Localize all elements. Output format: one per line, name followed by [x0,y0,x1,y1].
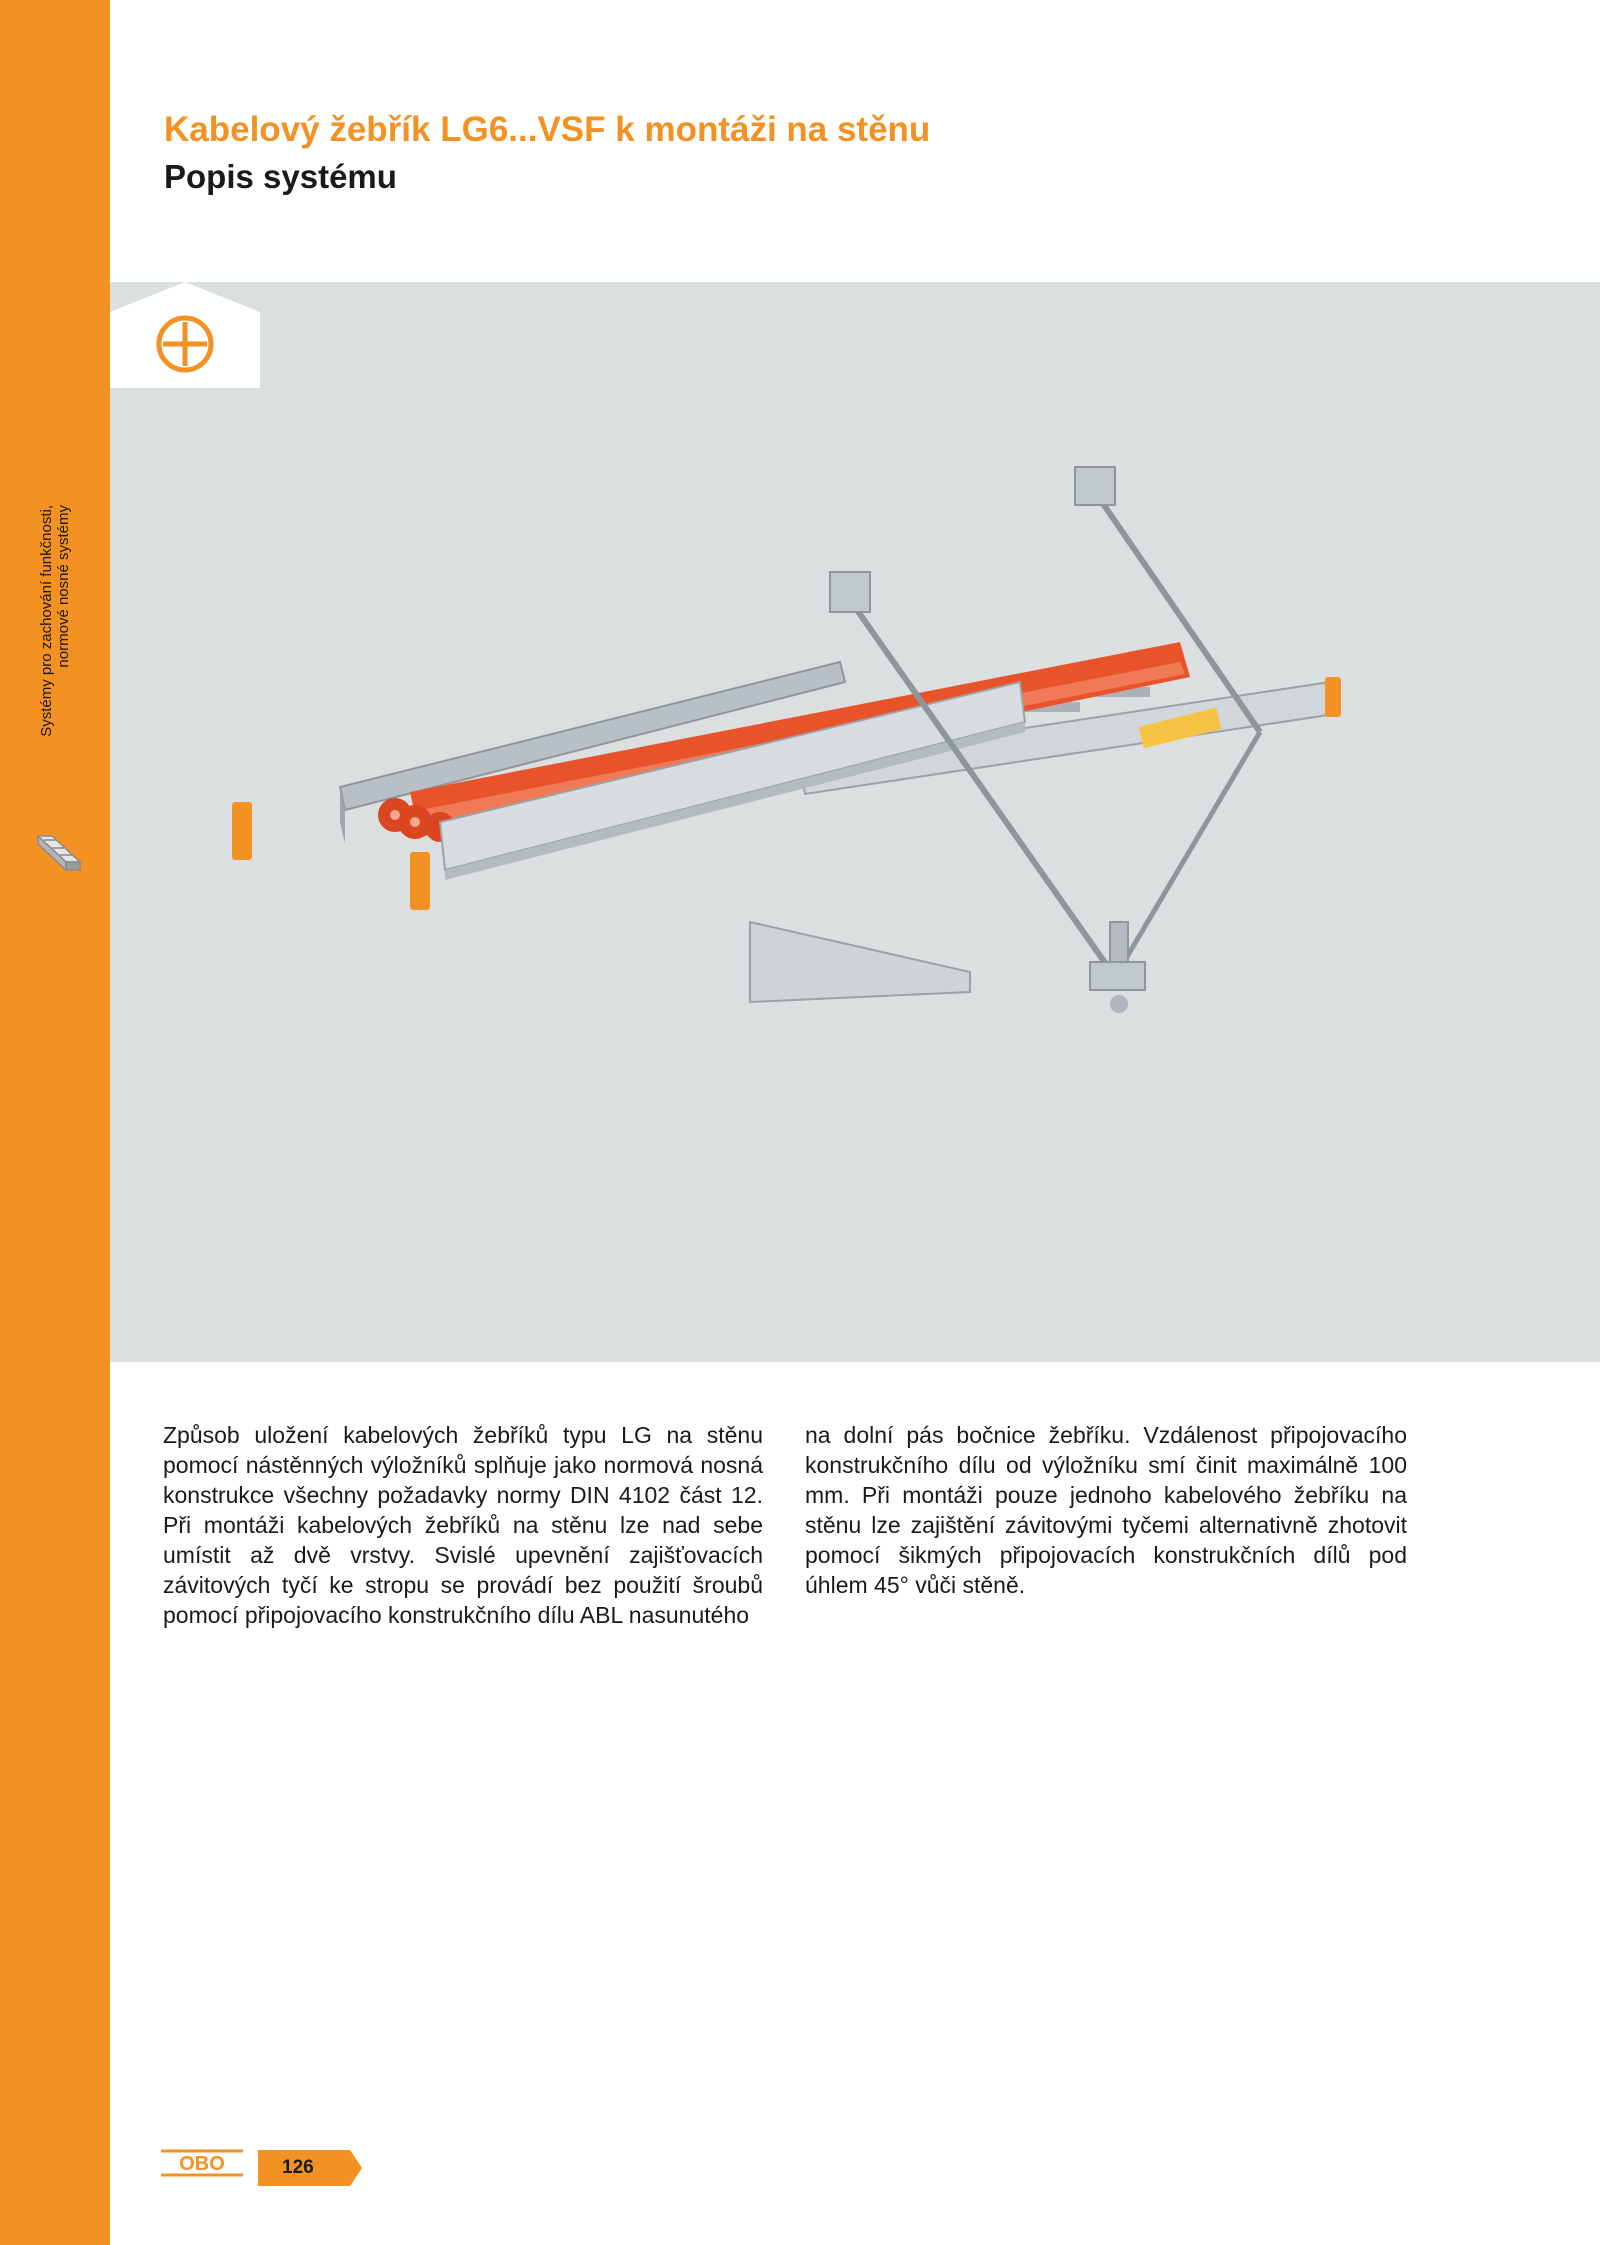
body-text-right: na dolní pás bočnice žebříku. Vzdálenost připojovacího konstrukčního dílu od výložníku smí činit maximálně 100 mm. Při montáži pouze jednoho kabelového žebříku na stěnu lze zajištění závitovými tyčemi alternativně zhotovit pomocí šikmých připojovacích konstrukčních dílů pod úhlem 45° vůči stěně. [805,1422,1407,1598]
side-bar [0,0,110,2245]
page-number: 126 [282,2157,314,2178]
plus-circle-icon [110,282,260,388]
sidebar-section-label [38,505,72,775]
obo-logo-text: OBO [179,2153,225,2175]
page-title: Kabelový žebřík LG6...VSF k montáži na stěnu [164,110,931,149]
obo-logo [160,2148,244,2178]
cable-ladder-drawing [110,282,1600,1362]
body-text-left: Způsob uložení kabelových žebříků typu LG na stěnu pomocí nástěnných výložníků splňuje jako normová nosná konstrukce všechny požadavky normy DIN 4102 část 12. Při montáži kabelových žebříků na stěnu lze nad sebe umístit až dvě vrstvy. Svislé upevnění zajišťovacích závitových tyčí ke stropu se provádí bez použití šroubů pomocí připojovacího konstrukčního dílu ABL nasunutého [163,1422,763,1628]
cable-ladder-icon [34,828,84,878]
sidebar-line-2: normové nosné systémy [55,505,72,668]
page-number-tab [258,2150,362,2186]
page-subtitle: Popis systému [164,158,397,195]
product-illustration [110,282,1600,1362]
sidebar-line-1: Systémy pro zachování funkčnosti, [38,505,55,737]
